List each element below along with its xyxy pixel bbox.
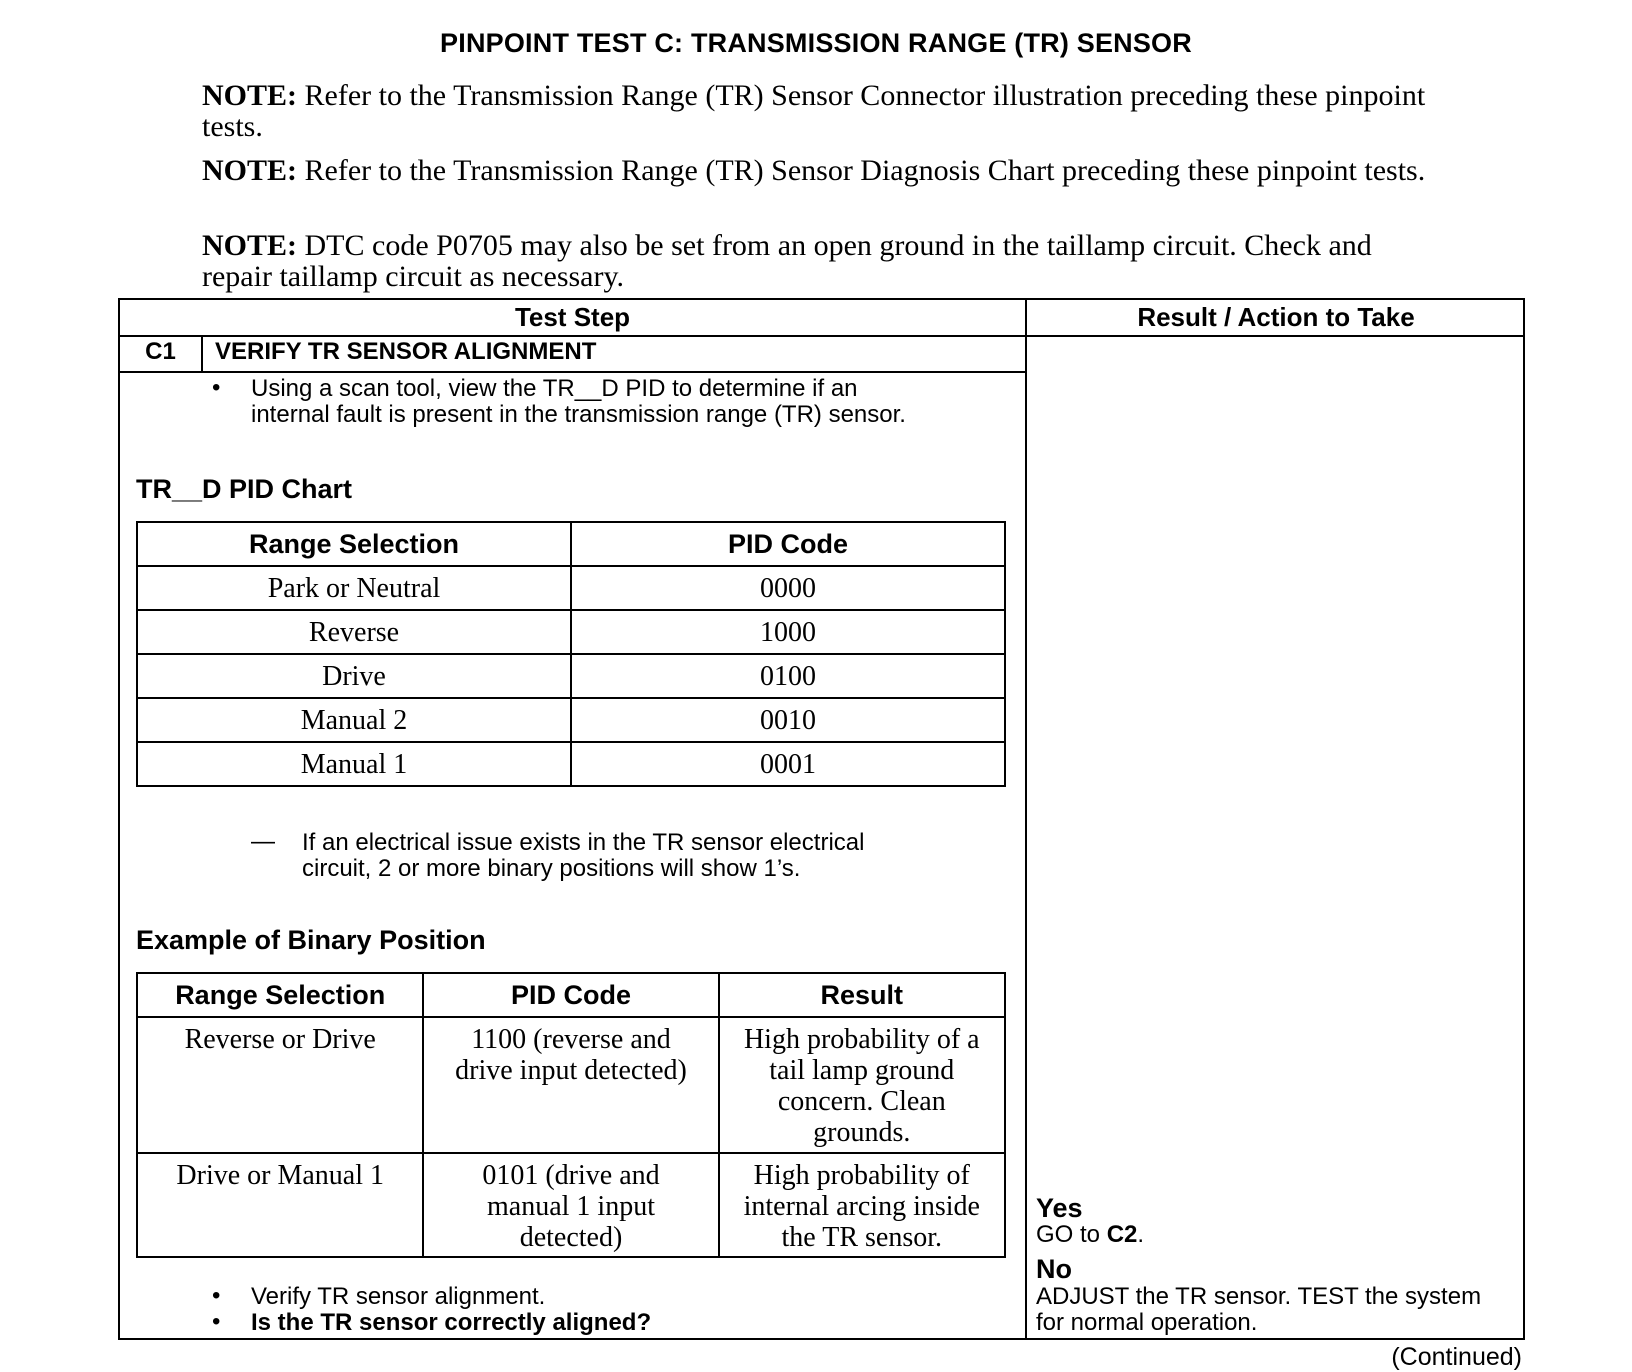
instruction-text <box>251 376 906 428</box>
header-test-step: Test Step <box>514 302 631 332</box>
note-2 <box>202 155 1442 186</box>
range-cell: Drive or Manual 1 <box>137 1153 423 1257</box>
electrical-issue-text <box>302 830 864 882</box>
code-cell: 0101 (drive and manual 1 input detected) <box>423 1153 718 1257</box>
no-action <box>1036 1284 1481 1336</box>
pid-header-code: PID Code <box>571 522 1005 566</box>
step-row-divider <box>120 371 1025 373</box>
result-cell: High probability of internal arcing inside the TR sensor. <box>719 1153 1005 1257</box>
range-cell: Reverse or Drive <box>137 1017 423 1153</box>
table-row <box>137 610 1005 654</box>
binary-chart-table <box>136 972 1006 1258</box>
instruction-line: Using a scan tool, view the TR__D PID to determine if an <box>251 375 858 402</box>
code-cell: 1100 (reverse and drive input detected) <box>423 1017 718 1153</box>
step-id-divider <box>201 335 203 372</box>
yes-action <box>1036 1222 1144 1248</box>
yes-action-prefix: GO to <box>1036 1221 1107 1248</box>
table-row <box>137 566 1005 610</box>
bullet-icon: • <box>212 374 221 401</box>
column-divider <box>1025 300 1027 1340</box>
pid-chart-title: TR__D PID Chart <box>136 474 353 504</box>
step-id: C1 <box>145 338 176 365</box>
range-cell: Drive <box>137 654 571 698</box>
step-title: VERIFY TR SENSOR ALIGNMENT <box>215 338 597 365</box>
result-cell: High probability of a tail lamp ground concern. Clean grounds. <box>719 1017 1005 1153</box>
header-result-action: Result / Action to Take <box>1137 302 1415 332</box>
electrical-issue-line: If an electrical issue exists in the TR sensor electrical <box>302 829 865 856</box>
code-cell: 0100 <box>571 654 1005 698</box>
note-label: NOTE: <box>202 229 298 262</box>
yes-action-target: C2 <box>1106 1221 1138 1248</box>
table-row <box>137 654 1005 698</box>
code-cell: 0001 <box>571 742 1005 786</box>
alignment-question: Is the TR sensor correctly aligned? <box>251 1309 652 1336</box>
range-cell: Manual 2 <box>137 698 571 742</box>
code-cell: 0000 <box>571 566 1005 610</box>
code-cell: 0010 <box>571 698 1005 742</box>
note-1 <box>202 80 1442 142</box>
yes-action-suffix: . <box>1137 1221 1145 1248</box>
range-cell: Reverse <box>137 610 571 654</box>
table-row <box>137 1153 1005 1257</box>
note-text: DTC code P0705 may also be set from an open ground in the taillamp circuit. Check and repair taillamp circuit as necessary. <box>202 229 1372 293</box>
yes-label: Yes <box>1036 1193 1083 1223</box>
electrical-issue-line: circuit, 2 or more binary positions will show 1’s. <box>302 855 801 882</box>
note-label: NOTE: <box>202 79 298 112</box>
dash-icon: — <box>251 828 275 855</box>
table-row <box>137 1017 1005 1153</box>
page-title: PINPOINT TEST C: TRANSMISSION RANGE (TR) SENSOR <box>440 28 1192 58</box>
no-action-line: for normal operation. <box>1036 1309 1258 1336</box>
pinpoint-test-table <box>118 298 1525 1340</box>
header-divider <box>120 335 1525 337</box>
continued-label: (Continued) <box>1391 1343 1522 1371</box>
bullet-icon: • <box>212 1308 221 1335</box>
note-text: Refer to the Transmission Range (TR) Sensor Connector illustration preceding these pinpoint tests. <box>202 79 1426 143</box>
pid-header-range: Range Selection <box>137 522 571 566</box>
binary-header-range: Range Selection <box>137 973 423 1017</box>
binary-header-result: Result <box>719 973 1005 1017</box>
instruction-line: internal fault is present in the transmission range (TR) sensor. <box>251 401 906 428</box>
no-label: No <box>1036 1254 1072 1284</box>
code-cell: 1000 <box>571 610 1005 654</box>
pid-chart-table <box>136 521 1006 787</box>
table-row <box>137 698 1005 742</box>
binary-header-code: PID Code <box>423 973 718 1017</box>
range-cell: Park or Neutral <box>137 566 571 610</box>
note-text: Refer to the Transmission Range (TR) Sensor Diagnosis Chart preceding these pinpoint tests. <box>297 154 1426 187</box>
bullet-icon: • <box>212 1282 221 1309</box>
range-cell: Manual 1 <box>137 742 571 786</box>
no-action-line: ADJUST the TR sensor. TEST the system <box>1036 1283 1482 1310</box>
binary-chart-title: Example of Binary Position <box>136 925 486 955</box>
verify-alignment-text: Verify TR sensor alignment. <box>251 1283 546 1310</box>
note-3 <box>202 230 1442 292</box>
table-row <box>137 742 1005 786</box>
note-label: NOTE: <box>202 154 298 187</box>
